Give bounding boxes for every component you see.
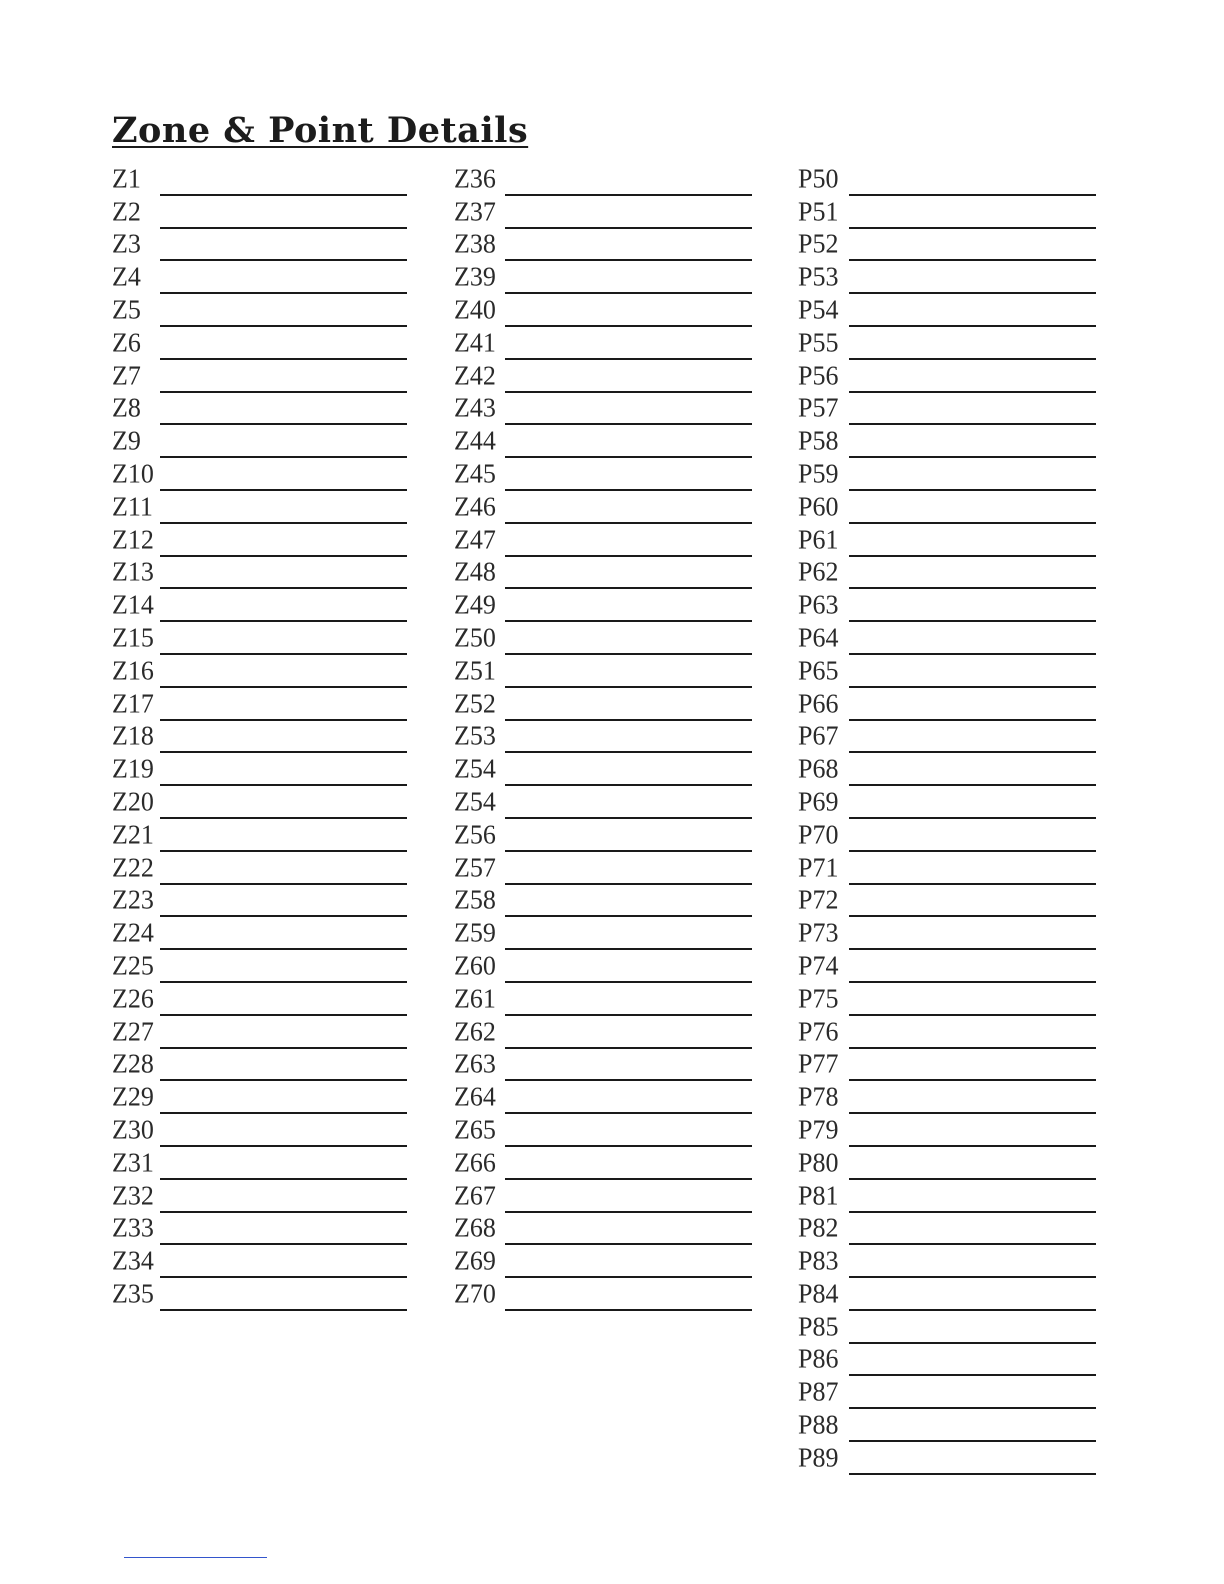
field-row <box>798 523 1098 556</box>
field-row <box>454 490 754 523</box>
field-label: P70 <box>798 818 839 850</box>
field-label: Z41 <box>454 326 496 358</box>
field-row <box>798 851 1098 884</box>
field-label: P60 <box>798 490 839 522</box>
field-row <box>112 1244 412 1277</box>
field-row <box>798 1441 1098 1474</box>
field-label: Z49 <box>454 589 496 621</box>
field-label: P76 <box>798 1015 839 1047</box>
field-row <box>112 260 412 293</box>
field-label: Z67 <box>454 1179 496 1211</box>
field-row <box>798 588 1098 621</box>
field-label: Z66 <box>454 1146 496 1178</box>
field-row <box>112 982 412 1015</box>
field-row <box>798 457 1098 490</box>
field-row <box>454 982 754 1015</box>
field-label: P79 <box>798 1114 839 1145</box>
field-row <box>112 818 412 851</box>
field-label: Z42 <box>454 359 496 391</box>
field-row <box>112 851 412 884</box>
field-label: Z31 <box>112 1146 154 1178</box>
field-label: Z35 <box>112 1278 154 1309</box>
entry-line[interactable] <box>849 1473 1096 1475</box>
field-row <box>454 424 754 457</box>
field-row <box>798 1048 1098 1081</box>
field-label: Z12 <box>112 523 154 555</box>
field-row <box>112 1212 412 1245</box>
field-label: Z15 <box>112 622 154 653</box>
field-label: Z17 <box>112 687 154 719</box>
field-row <box>454 260 754 293</box>
field-label: P69 <box>798 786 839 817</box>
field-label: Z39 <box>454 261 496 293</box>
field-label: Z21 <box>112 818 154 850</box>
field-label: Z18 <box>112 720 154 752</box>
field-row <box>798 293 1098 326</box>
field-row <box>798 424 1098 457</box>
field-row <box>454 228 754 261</box>
field-row <box>798 949 1098 982</box>
field-label: P56 <box>798 359 839 391</box>
field-row <box>798 1244 1098 1277</box>
field-label: P53 <box>798 261 839 293</box>
field-label: Z1 <box>112 162 141 194</box>
field-row <box>454 326 754 359</box>
field-row <box>454 654 754 687</box>
field-row <box>112 195 412 228</box>
field-row <box>798 1408 1098 1441</box>
field-row <box>112 621 412 654</box>
field-row <box>112 720 412 753</box>
field-row <box>454 1048 754 1081</box>
field-row <box>454 1244 754 1277</box>
field-row <box>454 687 754 720</box>
field-label: Z63 <box>454 1048 496 1080</box>
field-label: P80 <box>798 1146 839 1178</box>
field-row <box>112 424 412 457</box>
field-row <box>798 392 1098 425</box>
field-label: P78 <box>798 1081 839 1113</box>
field-row <box>454 1015 754 1048</box>
field-row <box>798 621 1098 654</box>
field-row <box>798 195 1098 228</box>
field-row <box>454 916 754 949</box>
field-row <box>112 523 412 556</box>
zone-column-1 <box>112 162 412 1310</box>
field-row <box>798 359 1098 392</box>
field-label: P86 <box>798 1343 839 1375</box>
field-label: Z20 <box>112 786 154 817</box>
field-row <box>454 359 754 392</box>
field-label: P74 <box>798 950 839 981</box>
field-row <box>798 785 1098 818</box>
field-row <box>454 457 754 490</box>
field-row <box>112 916 412 949</box>
field-row <box>454 1277 754 1310</box>
field-label: Z64 <box>454 1081 496 1113</box>
field-label: Z33 <box>112 1212 154 1244</box>
field-label: Z19 <box>112 753 154 785</box>
field-label: Z53 <box>454 720 496 752</box>
field-row <box>454 884 754 917</box>
field-row <box>112 1179 412 1212</box>
field-row <box>798 1375 1098 1408</box>
field-row <box>454 752 754 785</box>
field-label: Z8 <box>112 392 141 424</box>
field-row <box>798 228 1098 261</box>
field-label: P81 <box>798 1179 839 1211</box>
field-label: P75 <box>798 982 839 1014</box>
field-row <box>454 293 754 326</box>
field-label: Z59 <box>454 917 496 949</box>
field-row <box>454 785 754 818</box>
field-row <box>798 326 1098 359</box>
field-label: Z4 <box>112 261 141 293</box>
field-label: Z37 <box>454 195 496 227</box>
point-column <box>798 162 1098 1474</box>
field-label: P65 <box>798 654 839 686</box>
field-row <box>112 588 412 621</box>
entry-line[interactable] <box>160 1309 407 1311</box>
field-row <box>112 556 412 589</box>
field-row <box>112 359 412 392</box>
field-row <box>112 1048 412 1081</box>
field-label: P66 <box>798 687 839 719</box>
field-label: Z25 <box>112 950 154 981</box>
field-label: Z23 <box>112 884 154 916</box>
field-row <box>112 1113 412 1146</box>
zone-column-2 <box>454 162 754 1310</box>
field-label: P62 <box>798 556 839 588</box>
field-label: Z6 <box>112 326 141 358</box>
field-label: Z57 <box>454 851 496 883</box>
field-label: Z10 <box>112 458 154 489</box>
field-label: Z44 <box>454 425 496 457</box>
field-label: P55 <box>798 326 839 358</box>
field-label: Z60 <box>454 950 496 981</box>
field-label: P50 <box>798 162 839 194</box>
field-row <box>112 457 412 490</box>
field-label: Z26 <box>112 982 154 1014</box>
field-label: Z11 <box>112 490 153 522</box>
field-label: P63 <box>798 589 839 621</box>
field-label: P87 <box>798 1376 839 1408</box>
field-label: Z68 <box>454 1212 496 1244</box>
field-label: P73 <box>798 917 839 949</box>
field-label: Z34 <box>112 1245 154 1277</box>
field-row <box>454 621 754 654</box>
field-label: P52 <box>798 228 839 260</box>
field-label: Z40 <box>454 294 496 325</box>
field-label: Z43 <box>454 392 496 424</box>
field-row <box>798 490 1098 523</box>
field-label: P85 <box>798 1310 839 1342</box>
field-label: Z56 <box>454 818 496 850</box>
field-label: Z24 <box>112 917 154 949</box>
field-label: Z54 <box>454 753 496 785</box>
field-row <box>798 1310 1098 1343</box>
field-row <box>112 884 412 917</box>
field-row <box>798 720 1098 753</box>
field-row <box>454 1080 754 1113</box>
field-row <box>454 162 754 195</box>
field-row <box>798 982 1098 1015</box>
field-row <box>112 687 412 720</box>
field-label: Z2 <box>112 195 141 227</box>
field-label: Z70 <box>454 1278 496 1309</box>
entry-line[interactable] <box>505 1309 752 1311</box>
field-row <box>798 1212 1098 1245</box>
field-row <box>454 392 754 425</box>
field-row <box>798 654 1098 687</box>
field-row <box>454 1113 754 1146</box>
field-label: Z58 <box>454 884 496 916</box>
field-label: P59 <box>798 458 839 489</box>
field-label: Z32 <box>112 1179 154 1211</box>
field-label: Z69 <box>454 1245 496 1277</box>
field-row <box>112 752 412 785</box>
field-label: Z50 <box>454 622 496 653</box>
field-label: Z36 <box>454 162 496 194</box>
field-row <box>454 1146 754 1179</box>
field-row <box>112 228 412 261</box>
field-row <box>454 818 754 851</box>
field-row <box>798 916 1098 949</box>
field-row <box>454 523 754 556</box>
field-label: Z29 <box>112 1081 154 1113</box>
field-row <box>798 162 1098 195</box>
field-label: Z62 <box>454 1015 496 1047</box>
field-label: Z9 <box>112 425 141 457</box>
field-label: Z61 <box>454 982 496 1014</box>
field-row <box>112 293 412 326</box>
field-label: P57 <box>798 392 839 424</box>
field-label: Z65 <box>454 1114 496 1145</box>
field-label: P54 <box>798 294 839 325</box>
field-label: Z27 <box>112 1015 154 1047</box>
field-label: P83 <box>798 1245 839 1277</box>
field-row <box>112 654 412 687</box>
field-row <box>454 556 754 589</box>
field-label: P88 <box>798 1409 839 1441</box>
page-title: Zone & Point Details <box>112 110 529 151</box>
field-row <box>454 720 754 753</box>
field-row <box>112 326 412 359</box>
field-row <box>798 687 1098 720</box>
field-row <box>798 1015 1098 1048</box>
field-row <box>798 1113 1098 1146</box>
field-label: P82 <box>798 1212 839 1244</box>
field-row <box>798 1146 1098 1179</box>
field-row <box>454 588 754 621</box>
field-label: P84 <box>798 1278 839 1309</box>
field-label: Z7 <box>112 359 141 391</box>
field-row <box>798 752 1098 785</box>
field-label: Z51 <box>454 654 496 686</box>
footer-rule <box>124 1557 267 1558</box>
field-row <box>798 818 1098 851</box>
field-label: Z16 <box>112 654 154 686</box>
field-row <box>112 490 412 523</box>
field-row <box>112 1277 412 1310</box>
field-label: Z46 <box>454 490 496 522</box>
field-label: P51 <box>798 195 839 227</box>
field-label: Z28 <box>112 1048 154 1080</box>
field-row <box>454 195 754 228</box>
field-row <box>454 1212 754 1245</box>
field-label: Z30 <box>112 1114 154 1145</box>
field-label: Z22 <box>112 851 154 883</box>
field-row <box>112 1015 412 1048</box>
field-row <box>112 392 412 425</box>
field-label: Z38 <box>454 228 496 260</box>
field-label: Z3 <box>112 228 141 260</box>
field-row <box>798 1179 1098 1212</box>
field-label: P89 <box>798 1442 839 1473</box>
field-row <box>112 949 412 982</box>
field-row <box>112 162 412 195</box>
field-label: Z13 <box>112 556 154 588</box>
field-label: P77 <box>798 1048 839 1080</box>
field-row <box>454 1179 754 1212</box>
field-label: P61 <box>798 523 839 555</box>
field-label: Z14 <box>112 589 154 621</box>
field-label: P64 <box>798 622 839 653</box>
field-label: Z52 <box>454 687 496 719</box>
field-label: P71 <box>798 851 839 883</box>
field-label: Z45 <box>454 458 496 489</box>
field-row <box>454 949 754 982</box>
field-row <box>798 1343 1098 1376</box>
field-label: P67 <box>798 720 839 752</box>
field-row <box>798 260 1098 293</box>
field-label: P68 <box>798 753 839 785</box>
field-label: Z5 <box>112 294 141 325</box>
field-row <box>798 556 1098 589</box>
field-label: P58 <box>798 425 839 457</box>
field-row <box>798 1080 1098 1113</box>
field-row <box>798 884 1098 917</box>
field-row <box>798 1277 1098 1310</box>
field-label: Z48 <box>454 556 496 588</box>
field-label: Z54 <box>454 786 496 817</box>
field-row <box>112 1080 412 1113</box>
field-row <box>112 1146 412 1179</box>
field-label: P72 <box>798 884 839 916</box>
field-row <box>454 851 754 884</box>
field-row <box>112 785 412 818</box>
field-label: Z47 <box>454 523 496 555</box>
